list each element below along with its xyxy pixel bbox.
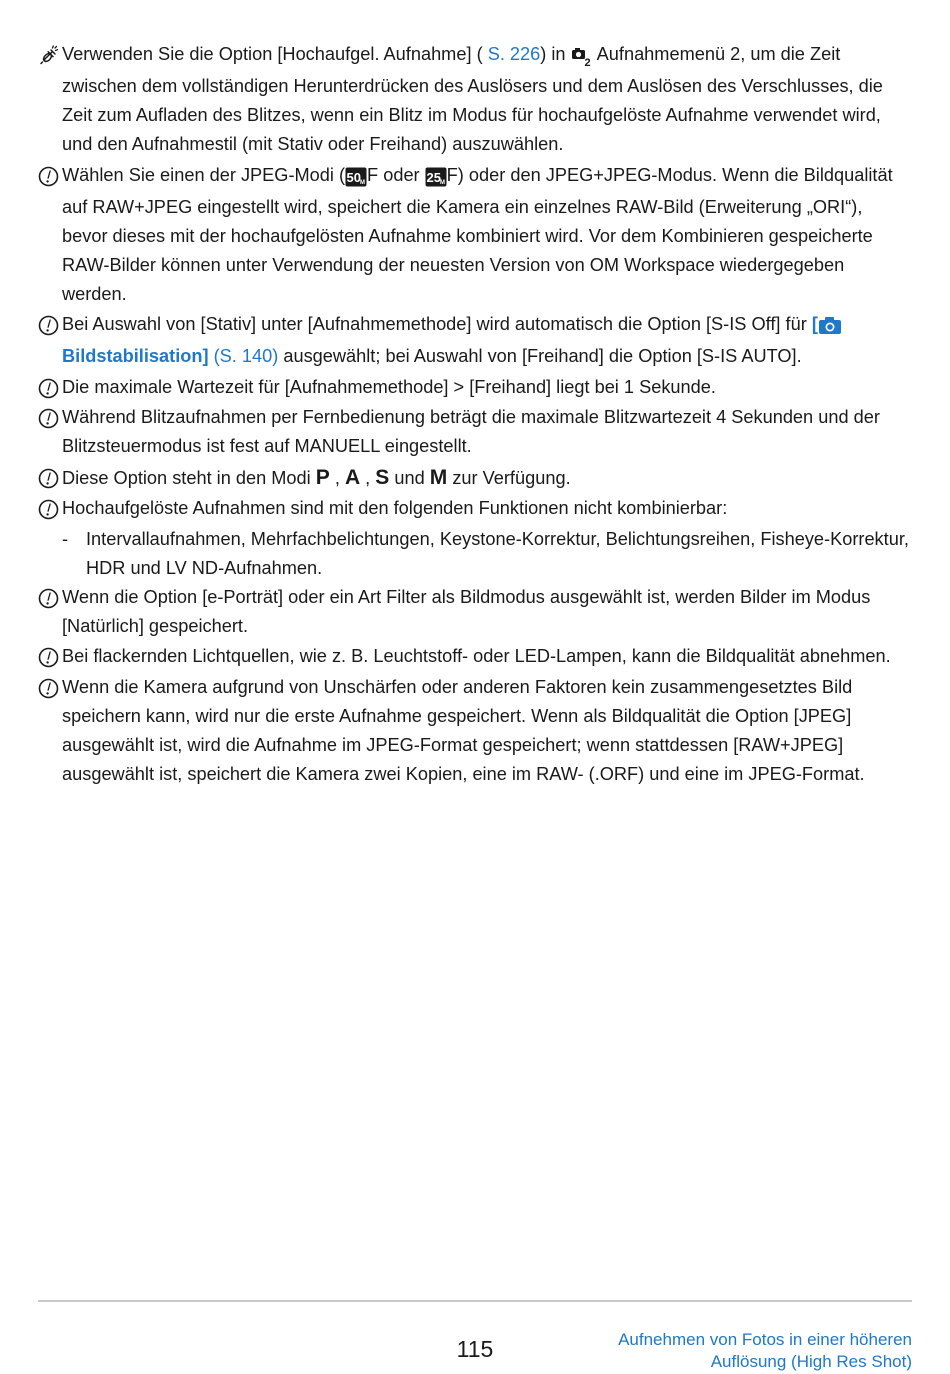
caution-icon <box>38 588 59 609</box>
text-run: unter <box>256 314 308 334</box>
menu-option-label: [Stativ] <box>200 314 257 334</box>
mode-label: M <box>429 465 448 489</box>
page-reference-link[interactable]: S. 226 <box>487 44 541 64</box>
sub-list-item <box>38 525 910 583</box>
text-run: ausgewählt ist, wird die Aufnahme im JPEG-Format gespeichert; wenn stattdessen <box>62 734 734 755</box>
mode-label: A <box>344 465 361 489</box>
50m-icon <box>345 164 367 193</box>
svg-text:2: 2 <box>584 57 591 67</box>
svg-text:M: M <box>360 179 366 186</box>
text-run: Wählen Sie einen der JPEG-Modi ( <box>62 164 346 185</box>
footer-section-title[interactable] <box>618 1329 912 1373</box>
text-run: Hochaufgelöste Aufnahmen sind mit den folgenden Funktionen nicht kombinierbar: <box>62 498 728 518</box>
text-run: Während Blitzaufnahmen per Fernbedienung beträgt die maximale Blitzwartezeit 4 Sekunden und der Blitzsteuermodus ist fest auf MANUELL eingestellt. <box>62 407 880 456</box>
text-run: Wenn die Kamera aufgrund von Unschärfen oder anderen Faktoren kein zusammengesetztes Bild speichern kann, wird nur die erste Aufnahme gespeichert. Wenn als Bildqualität die Option <box>62 676 853 726</box>
text-run: oder ein Art Filter als Bildmodus ausgewählt ist, werden Bilder im Modus <box>283 586 871 607</box>
text-run: für <box>780 314 812 334</box>
footer-section-line-2: Auflösung (High Res Shot) <box>710 1352 912 1371</box>
text-run: Bei Auswahl von <box>62 314 201 334</box>
text-run: F) oder den JPEG+JPEG-Modus. Wenn die Bildqualität auf RAW+JPEG eingestellt wird, speichert die Kamera ein einzelnes RAW-Bild (Erweiterung „ORI“), bevor dieses mit der hochaufgelösten Aufnahme kombiniert wird. Vor dem Kombinieren gespeicherte RAW-Bilder können unter Verwendung der neuesten Version von OM Workspace wiedergegeben werden. <box>62 164 893 304</box>
text-run: liegt bei 1 Sekunde. <box>551 376 716 397</box>
note-item <box>38 40 910 159</box>
text-run: Aufnahmemenü 2, um die Zeit zwischen dem vollständigen Herunterdrücken des Auslösers und dem Auslösen des Verschlusses, die Zeit zum Aufladen des Blitzes, wenn ein Blitz im Modus für hochaufgelöste Aufnahme verwendet wird, und den Aufnahmestil (mit Stativ oder Freihand) auszuwählen. <box>62 44 883 154</box>
text-run: ( <box>471 44 488 64</box>
note-item <box>38 373 910 402</box>
footer-divider <box>38 1300 912 1302</box>
text-run: . <box>796 346 802 366</box>
sub-list-text: Intervallaufnahmen, Mehrfachbelichtungen, Keystone-Korrektur, Belichtungsreihen, Fisheye-Korrektur, HDR und LV ND-Aufnahmen. <box>86 528 909 578</box>
note-item <box>38 403 910 461</box>
page-reference-link[interactable]: Bildstabilisation] <box>62 346 209 366</box>
25m-icon <box>425 164 447 193</box>
text-run: ausgewählt; bei Auswahl von <box>278 346 522 366</box>
list-dash: - <box>62 528 69 549</box>
note-item <box>38 310 910 371</box>
mode-label: S <box>375 465 390 489</box>
caution-icon <box>38 408 59 429</box>
menu-option-label: [JPEG] <box>793 705 852 726</box>
menu-option-label: [Aufnahmemethode] <box>284 376 449 397</box>
svg-text:50: 50 <box>346 169 362 185</box>
note-item <box>38 463 910 493</box>
note-item <box>38 642 910 671</box>
text-run: Wenn die Option <box>62 586 203 607</box>
text-run: F oder <box>367 164 425 185</box>
document-body <box>38 40 910 790</box>
mode-label: P <box>315 465 330 489</box>
text-run: wird automatisch die Option <box>471 314 706 334</box>
menu-option-label: [RAW+JPEG] <box>733 734 844 755</box>
menu-option-label: [Natürlich] <box>62 615 144 636</box>
caution-icon <box>38 315 59 336</box>
text-run: Verwenden Sie die Option <box>62 44 278 64</box>
caution-icon <box>38 678 59 699</box>
text-run: , <box>329 467 345 488</box>
svg-text:25: 25 <box>426 169 441 185</box>
caution-icon <box>38 166 59 187</box>
menu-option-label: [Freihand] <box>469 376 552 397</box>
text-run: ausgewählt ist, speichert die Kamera zwei Kopien, eine im RAW- (.ORF) und eine im JPEG-Format. <box>62 763 865 784</box>
note-item <box>38 583 910 641</box>
camera-icon[interactable] <box>818 313 842 342</box>
caution-icon <box>38 468 59 489</box>
page-number: 115 <box>456 1336 494 1362</box>
caution-icon <box>38 499 59 520</box>
page-reference-link[interactable]: (S. 140) <box>208 346 279 366</box>
page-reference-link[interactable]: [ <box>811 314 818 334</box>
text-run: Bei flackernden Lichtquellen, wie z. B. Leuchtstoff- oder LED-Lampen, kann die Bildqualität abnehmen. <box>62 646 891 666</box>
menu-option-label: [S-IS Off] <box>706 314 781 334</box>
note-item <box>38 673 910 789</box>
caution-icon <box>38 378 59 399</box>
text-run: gespeichert. <box>143 615 249 636</box>
menu-option-label: [Hochaufgel. Aufnahme] <box>277 44 472 64</box>
text-run: zur Verfügung. <box>447 467 571 488</box>
note-item <box>38 161 910 309</box>
menu-option-label: [Aufnahmemethode] <box>307 314 472 334</box>
camera-2-icon <box>571 43 593 72</box>
text-run: und <box>389 467 430 488</box>
note-item <box>38 494 910 523</box>
text-run: > <box>448 376 470 397</box>
menu-option-label: [Freihand] <box>521 346 604 366</box>
tip-icon <box>38 45 59 66</box>
text-run: Diese Option steht in den Modi <box>62 467 316 488</box>
text-run: ) in <box>540 44 571 64</box>
footer-section-line-1: Aufnehmen von Fotos in einer höheren <box>618 1330 912 1349</box>
text-run: , <box>360 467 376 488</box>
menu-option-label: [S-IS AUTO] <box>696 346 797 366</box>
menu-option-label: [e-Porträt] <box>202 586 284 607</box>
text-run: Die maximale Wartezeit für <box>62 376 285 397</box>
text-run: die Option <box>603 346 697 366</box>
caution-icon <box>38 647 59 668</box>
svg-text:M: M <box>439 179 445 186</box>
